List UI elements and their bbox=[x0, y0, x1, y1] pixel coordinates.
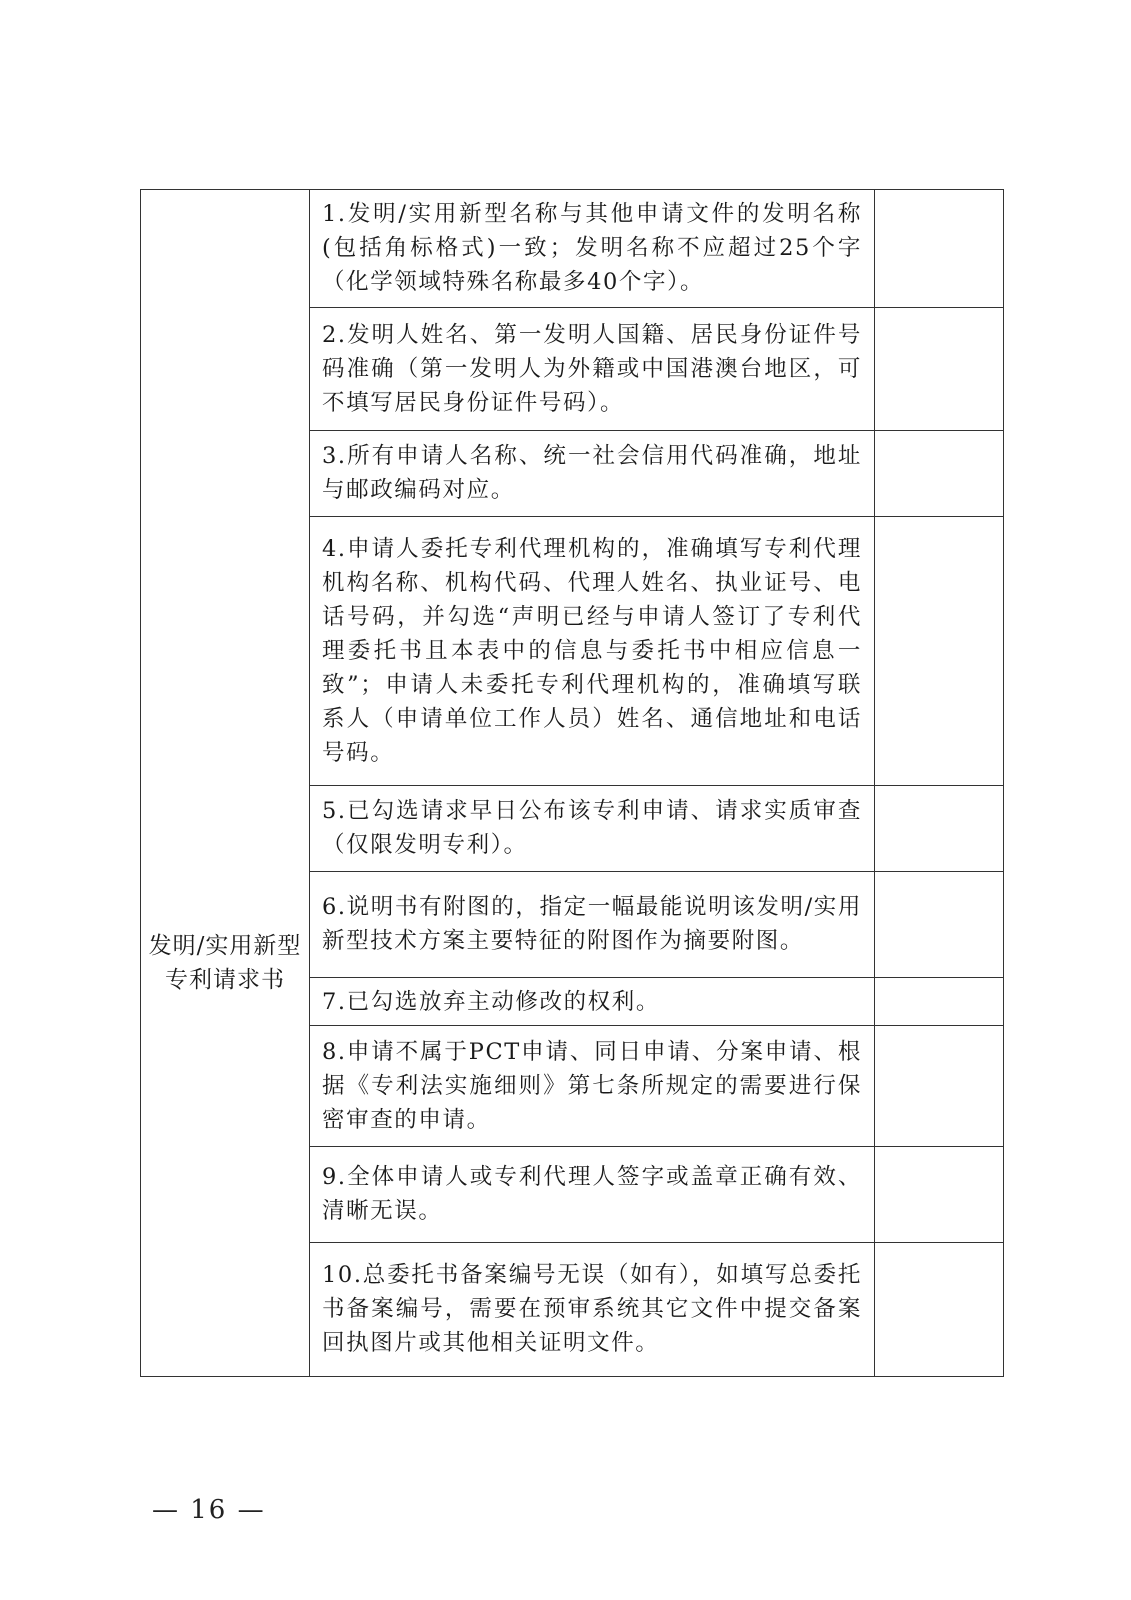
category-cell bbox=[141, 190, 310, 1377]
item-text-9: 9.全体申请人或专利代理人签字或盖章正确有效、清晰无误。 bbox=[310, 1147, 875, 1242]
item-text-3: 3.所有申请人名称、统一社会信用代码准确，地址与邮政编码对应。 bbox=[310, 430, 875, 516]
check-cell-5 bbox=[875, 785, 1004, 871]
item-text-1: 1.发明/实用新型名称与其他申请文件的发明名称(包括角标格式)一致；发明名称不应超过25个字（化学领域特殊名称最多40个字）。 bbox=[310, 190, 875, 308]
check-cell-9 bbox=[875, 1147, 1004, 1242]
check-cell-1 bbox=[875, 190, 1004, 308]
item-text-5: 5.已勾选请求早日公布该专利申请、请求实质审查（仅限发明专利）。 bbox=[310, 785, 875, 871]
table-row bbox=[141, 190, 1004, 308]
item-text-8: 8.申请不属于PCT申请、同日申请、分案申请、根据《专利法实施细则》第七条所规定的需要进行保密审查的申请。 bbox=[310, 1026, 875, 1147]
page-number: — 16 — bbox=[152, 1495, 266, 1525]
checklist-table bbox=[140, 189, 1004, 1377]
item-text-4: 4.申请人委托专利代理机构的，准确填写专利代理机构名称、机构代码、代理人姓名、执业证号、电话号码，并勾选“声明已经与申请人签订了专利代理委托书且本表中的信息与委托书中相应信息一致”；申请人未委托专利代理机构的，准确填写联系人（申请单位工作人员）姓名、通信地址和电话号码。 bbox=[310, 516, 875, 785]
check-cell-6 bbox=[875, 871, 1004, 978]
check-cell-4 bbox=[875, 516, 1004, 785]
check-cell-8 bbox=[875, 1026, 1004, 1147]
item-text-10: 10.总委托书备案编号无误（如有），如填写总委托书备案编号，需要在预审系统其它文件中提交备案回执图片或其他相关证明文件。 bbox=[310, 1242, 875, 1376]
item-text-2: 2.发明人姓名、第一发明人国籍、居民身份证件号码准确（第一发明人为外籍或中国港澳台地区，可不填写居民身份证件号码）。 bbox=[310, 307, 875, 430]
item-text-7: 7.已勾选放弃主动修改的权利。 bbox=[310, 978, 875, 1026]
category-label: 发明/实用新型专利请求书 bbox=[148, 933, 302, 993]
check-cell-2 bbox=[875, 307, 1004, 430]
item-text-6: 6.说明书有附图的，指定一幅最能说明该发明/实用新型技术方案主要特征的附图作为摘要附图。 bbox=[310, 871, 875, 978]
check-cell-7 bbox=[875, 978, 1004, 1026]
check-cell-3 bbox=[875, 430, 1004, 516]
check-cell-10 bbox=[875, 1242, 1004, 1376]
